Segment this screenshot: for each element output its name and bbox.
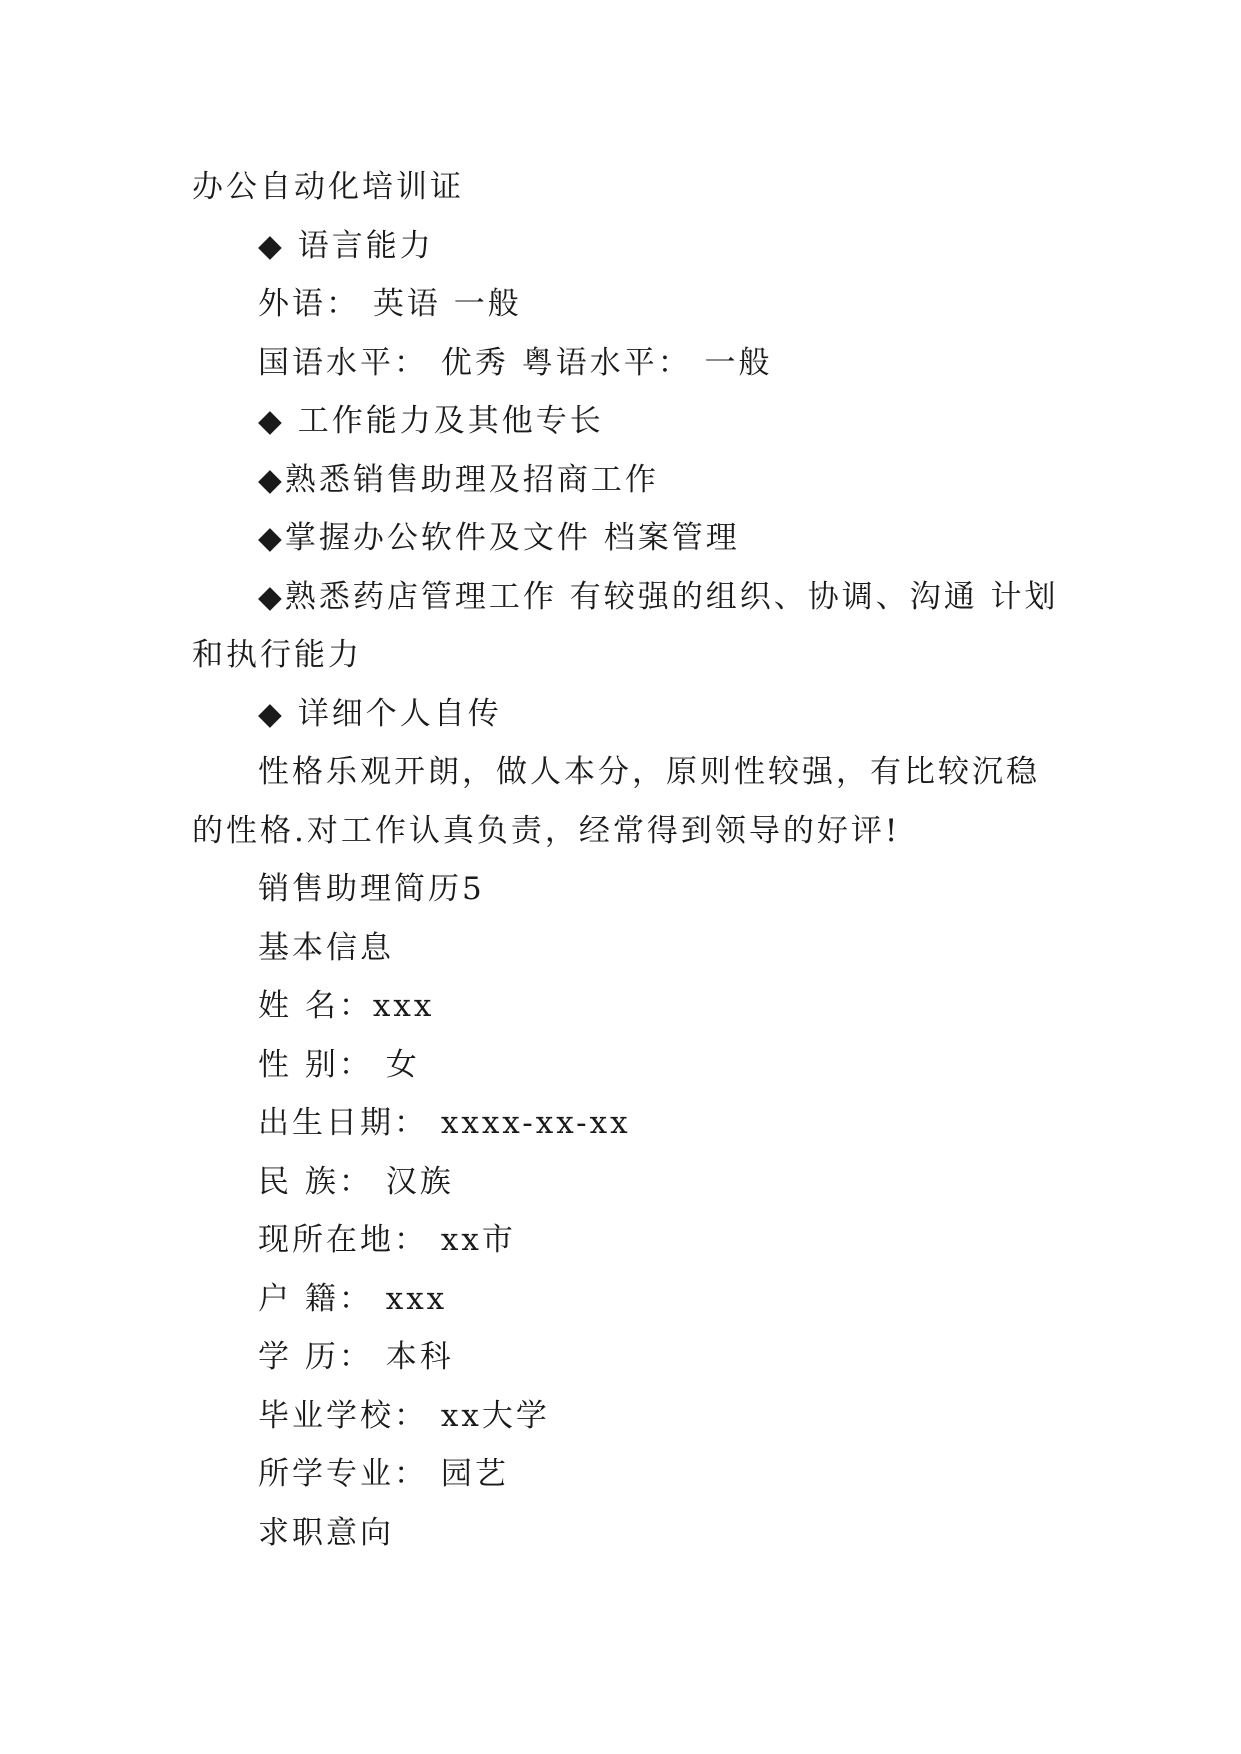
mandarin-cantonese-line: 国语水平： 优秀 粤语水平： 一般 <box>258 344 773 381</box>
autobiography-paragraph: 性格乐观开朗，做人本分，原则性较强，有比较沉稳的性格.对工作认真负责，经常得到领导的好评! <box>192 754 1040 849</box>
section-heading-work-ability: ◆ 工作能力及其他专长 <box>258 403 604 439</box>
info-ethnicity: 民 族： 汉族 <box>258 1163 454 1200</box>
skill-item: ◆熟悉销售助理及招商工作 <box>258 461 659 498</box>
section-heading-language: ◆ 语言能力 <box>258 227 434 264</box>
info-birthdate: 出生日期： xxxx-xx-xx <box>258 1105 631 1141</box>
foreign-language-line: 外语： 英语 一般 <box>258 286 522 322</box>
info-education: 学 历： 本科 <box>258 1339 454 1375</box>
info-gender: 性 别： 女 <box>258 1046 420 1083</box>
info-school: 毕业学校： xx大学 <box>258 1397 550 1434</box>
info-location: 现所在地： xx市 <box>258 1222 516 1258</box>
certificate-line: 办公自动化培训证 <box>192 169 464 205</box>
info-name: 姓 名：xxx <box>258 988 435 1024</box>
section-heading-autobiography: ◆ 详细个人自传 <box>258 695 502 732</box>
skill-item: ◆熟悉药店管理工作 有较强的组织、协调、沟通 计划和执行能力 <box>192 578 1059 673</box>
skill-item: ◆掌握办公软件及文件 档案管理 <box>258 520 740 556</box>
info-household: 户 籍： xxx <box>258 1280 448 1317</box>
section-heading-basic-info: 基本信息 <box>258 929 394 966</box>
section-heading-job-intention: 求职意向 <box>258 1514 394 1551</box>
info-major: 所学专业： 园艺 <box>258 1456 509 1492</box>
document-body <box>192 158 1060 1562</box>
resume-title: 销售助理简历5 <box>258 871 485 907</box>
